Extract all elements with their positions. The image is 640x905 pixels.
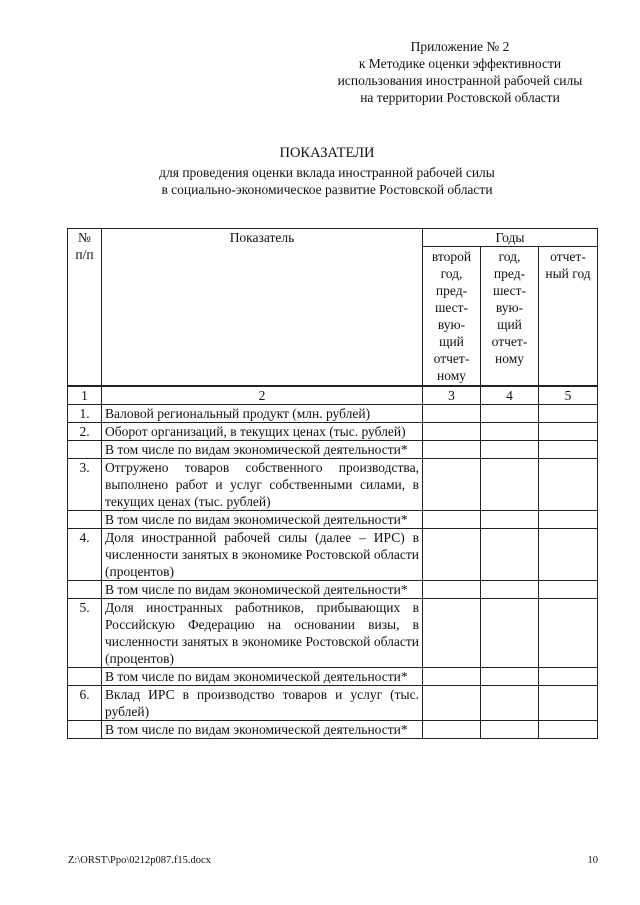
value-cell	[423, 511, 481, 529]
value-cell	[539, 405, 598, 423]
value-cell	[481, 668, 539, 686]
table-header-row	[68, 229, 598, 247]
value-cell	[423, 529, 481, 581]
indicator-text: Доля иностранных работников, прибывающих в Российскую Федерацию на основании визы, в численности занятых в экономике Ростовской области (процентов)	[102, 599, 423, 668]
document-heading	[60, 145, 594, 198]
value-cell	[481, 405, 539, 423]
document-subtitle-line: для проведения оценки вклада иностранной рабочей силы	[159, 165, 495, 180]
value-cell	[481, 459, 539, 511]
indicator-text: Оборот организаций, в текущих ценах (тыс. рублей)	[102, 423, 423, 441]
value-cell	[423, 441, 481, 459]
table-row	[68, 686, 598, 721]
value-cell	[423, 459, 481, 511]
column-number-cell: 2	[102, 386, 423, 405]
value-cell	[423, 405, 481, 423]
subindicator-text: В том числе по видам экономической деятельности*	[102, 441, 423, 459]
table-row	[68, 529, 598, 581]
table-subrow	[68, 511, 598, 529]
appendix-line: к Методике оценки эффективности	[358, 56, 562, 71]
column-number-cell: 5	[539, 386, 598, 405]
value-cell	[539, 529, 598, 581]
column-header-year1: второй год, пред- шест- вую- щий отчет- ному	[423, 247, 481, 387]
value-cell	[539, 686, 598, 721]
column-header-num: № п/п	[68, 229, 102, 387]
value-cell	[481, 529, 539, 581]
row-number: 6.	[68, 686, 102, 721]
value-cell	[423, 686, 481, 721]
document-subtitle-line: в социально-экономическое развитие Ростовской области	[161, 182, 493, 197]
value-cell	[481, 511, 539, 529]
value-cell	[481, 441, 539, 459]
column-number-cell: 4	[481, 386, 539, 405]
value-cell	[423, 668, 481, 686]
table-row	[68, 599, 598, 668]
column-header-years: Годы	[423, 229, 598, 247]
indicator-text: Доля иностранной рабочей силы (далее – ИРС) в численности занятых в экономике Ростовской области (процентов)	[102, 529, 423, 581]
row-number: 1.	[68, 405, 102, 423]
row-number: 3.	[68, 459, 102, 511]
appendix-line: на территории Ростовской области	[360, 90, 560, 105]
indicator-text: Валовой региональный продукт (млн. рублей)	[102, 405, 423, 423]
column-header-year2: год, пред- шест- вую- щий отчет- ному	[481, 247, 539, 387]
value-cell	[481, 423, 539, 441]
row-number: 4.	[68, 529, 102, 581]
value-cell	[423, 721, 481, 739]
page-number: 10	[587, 855, 598, 866]
value-cell	[539, 721, 598, 739]
table-subrow	[68, 721, 598, 739]
subindicator-text: В том числе по видам экономической деятельности*	[102, 581, 423, 599]
table-row	[68, 405, 598, 423]
value-cell	[539, 423, 598, 441]
row-number-empty	[68, 581, 102, 599]
value-cell	[481, 581, 539, 599]
value-cell	[539, 668, 598, 686]
column-number-row	[68, 386, 598, 405]
document-title: ПОКАЗАТЕЛИ	[279, 145, 375, 161]
column-number-cell: 3	[423, 386, 481, 405]
value-cell	[481, 686, 539, 721]
table-row	[68, 459, 598, 511]
value-cell	[423, 423, 481, 441]
table-subrow	[68, 668, 598, 686]
value-cell	[423, 599, 481, 668]
subindicator-text: В том числе по видам экономической деятельности*	[102, 668, 423, 686]
value-cell	[539, 581, 598, 599]
indicator-text: Вклад ИРС в производство товаров и услуг (тыс. рублей)	[102, 686, 423, 721]
column-number-cell: 1	[68, 386, 102, 405]
subindicator-text: В том числе по видам экономической деятельности*	[102, 511, 423, 529]
table-subrow	[68, 581, 598, 599]
row-number: 2.	[68, 423, 102, 441]
column-header-year3: отчет- ный год	[539, 247, 598, 387]
value-cell	[481, 721, 539, 739]
value-cell	[539, 441, 598, 459]
row-number: 5.	[68, 599, 102, 668]
indicators-table	[67, 228, 598, 739]
row-number-empty	[68, 668, 102, 686]
table-subrow	[68, 441, 598, 459]
appendix-note	[300, 38, 620, 106]
value-cell	[423, 581, 481, 599]
footer-file-path: Z:\ORST\Ppo\0212p087.f15.docx	[68, 855, 211, 866]
value-cell	[481, 599, 539, 668]
row-number-empty	[68, 721, 102, 739]
appendix-line: Приложение № 2	[410, 39, 510, 54]
subindicator-text: В том числе по видам экономической деятельности*	[102, 721, 423, 739]
row-number-empty	[68, 441, 102, 459]
value-cell	[539, 599, 598, 668]
indicator-text: Отгружено товаров собственного производства, выполнено работ и услуг собственными силами, в текущих ценах (тыс. рублей)	[102, 459, 423, 511]
appendix-line: использования иностранной рабочей силы	[337, 73, 583, 88]
value-cell	[539, 459, 598, 511]
column-header-indicator: Показатель	[102, 229, 423, 387]
table-row	[68, 423, 598, 441]
row-number-empty	[68, 511, 102, 529]
value-cell	[539, 511, 598, 529]
